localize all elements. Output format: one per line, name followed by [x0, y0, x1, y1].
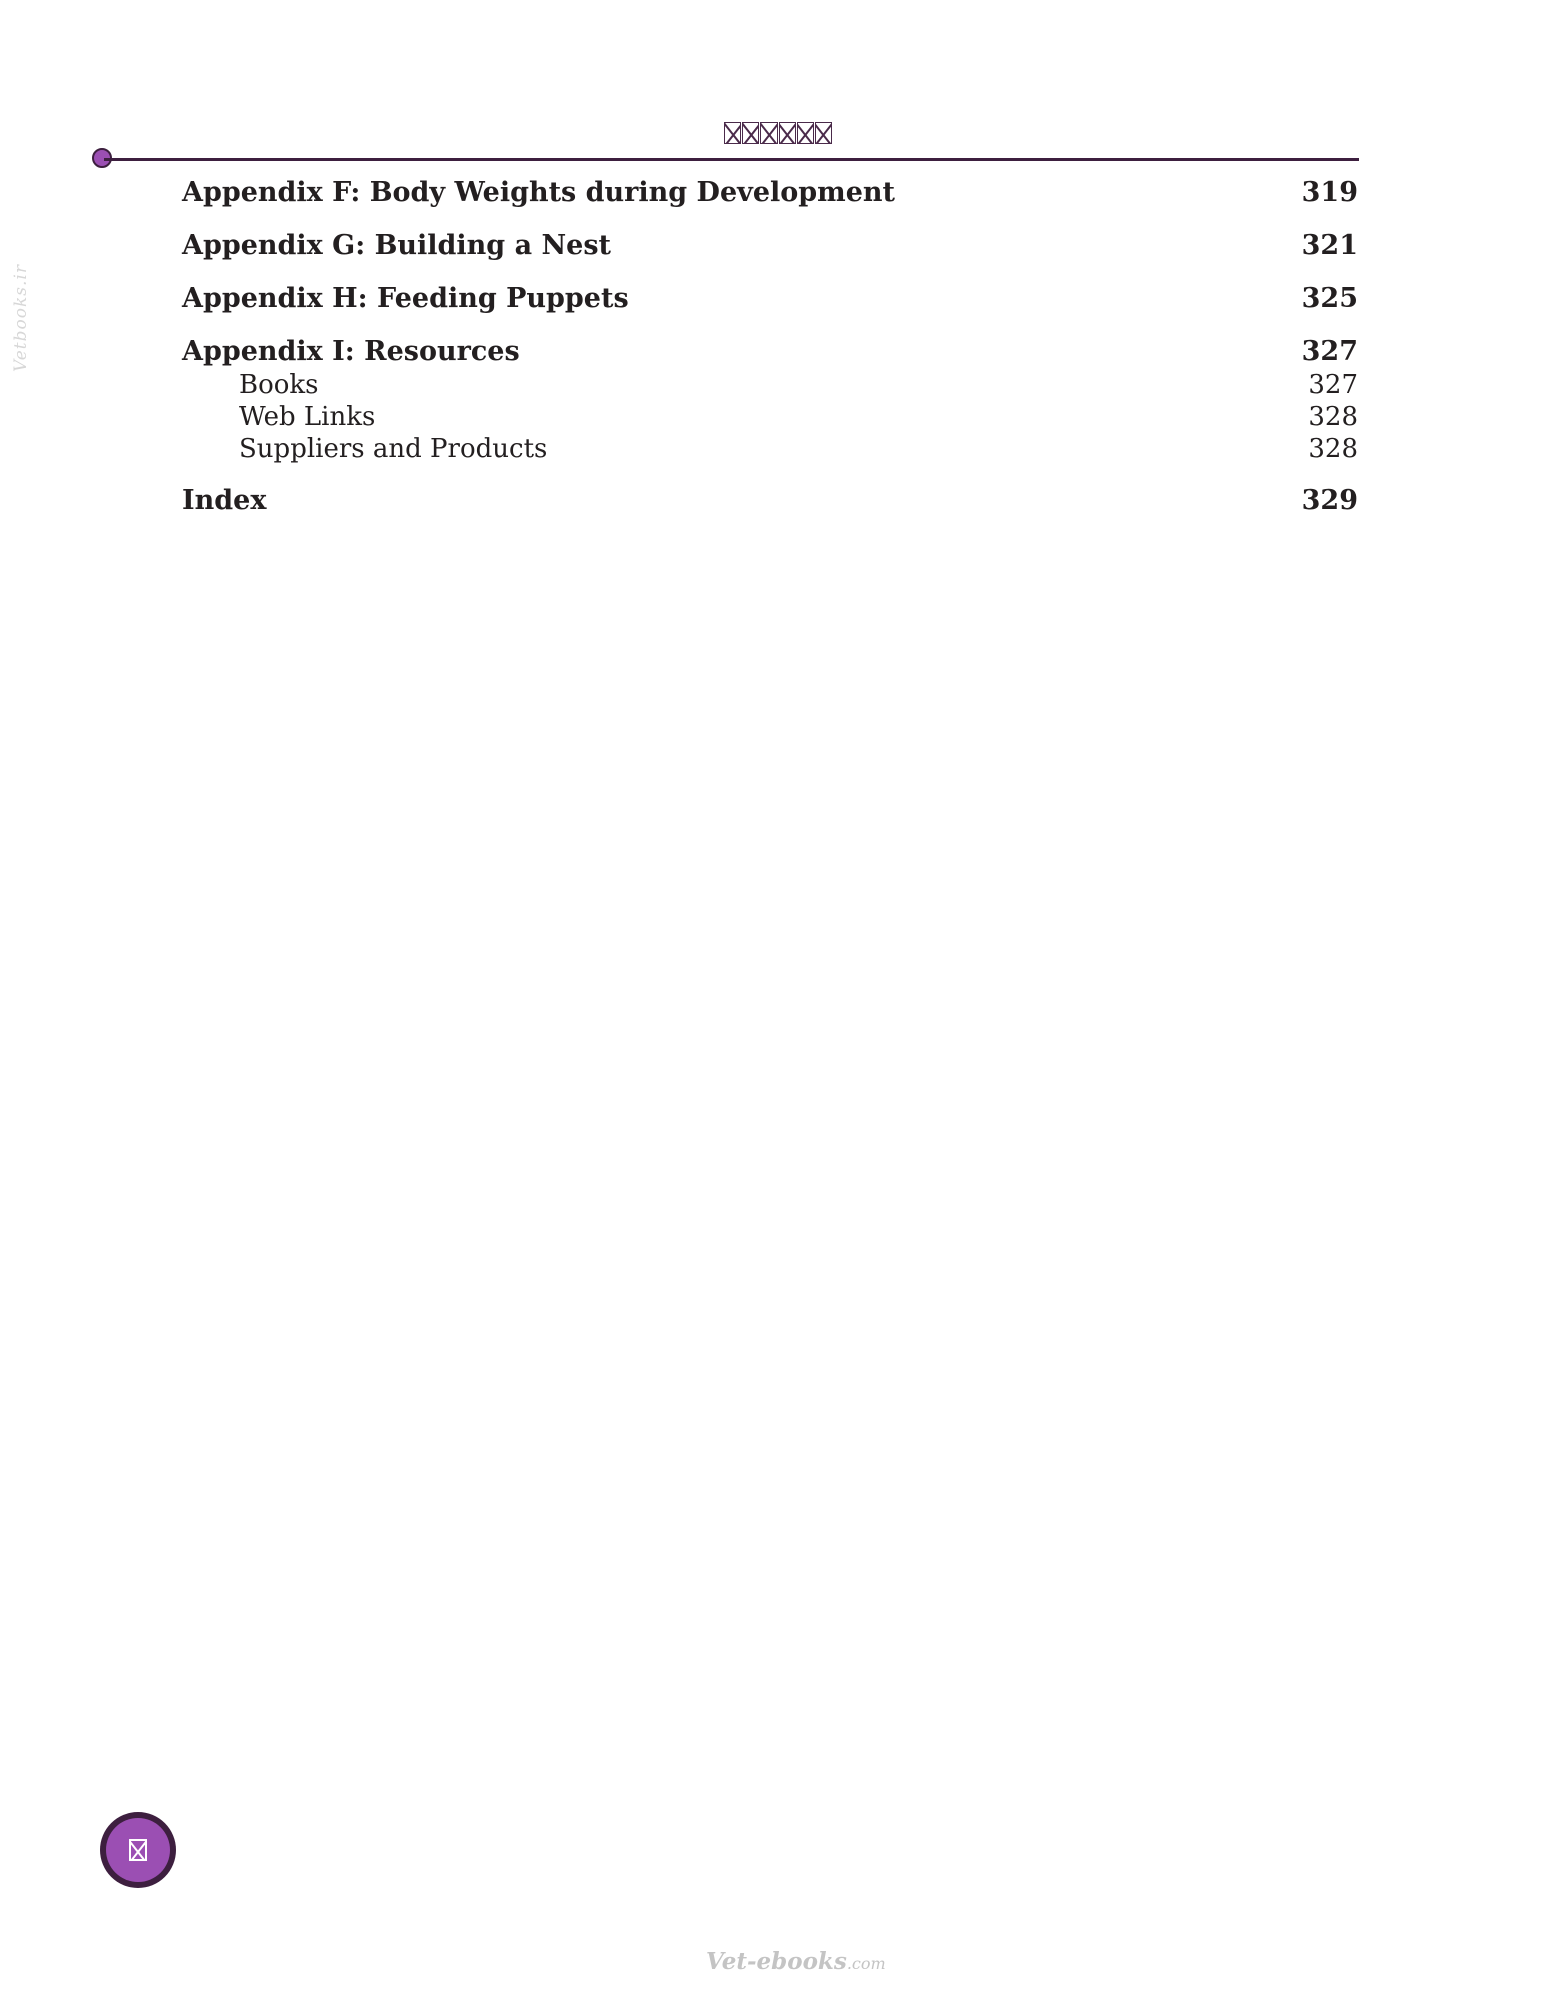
glyph-box-icon [779, 122, 796, 144]
side-watermark: Vetbooks.ir [11, 264, 31, 372]
glyph-box-icon [742, 122, 759, 144]
toc-entry-title: Appendix I: Resources [182, 336, 520, 367]
page-number-badge-inner [106, 1818, 170, 1882]
toc-entry[interactable] [182, 176, 1358, 210]
toc-subentry[interactable] [182, 369, 1358, 401]
glyph-box-icon [797, 122, 814, 144]
toc-subentry-page: 328 [1308, 434, 1358, 464]
toc-subentry-title: Web Links [239, 402, 376, 432]
running-header-glyphs-icon [724, 122, 832, 144]
toc-entry[interactable] [182, 282, 1358, 316]
toc-entry-page: 319 [1301, 177, 1358, 208]
toc-entry-title: Appendix F: Body Weights during Development [182, 177, 896, 208]
toc-subentry-title: Books [239, 370, 319, 400]
toc-entry-page: 325 [1301, 283, 1358, 314]
toc-subentry[interactable] [182, 401, 1358, 433]
toc-entry-title: Appendix H: Feeding Puppets [182, 283, 629, 314]
toc-subentry-page: 328 [1308, 402, 1358, 432]
toc-subentry-page: 327 [1308, 370, 1358, 400]
toc-subentry[interactable] [182, 433, 1358, 465]
table-of-contents [182, 176, 1358, 518]
header-rule [104, 158, 1359, 161]
page-number-badge [100, 1812, 176, 1888]
toc-entry-page: 321 [1301, 230, 1358, 261]
toc-entry-title: Appendix G: Building a Nest [182, 230, 612, 261]
glyph-box-icon [815, 122, 832, 144]
page-number-glyph-icon [129, 1839, 147, 1861]
toc-entry-page: 327 [1301, 336, 1358, 367]
footer-watermark-main: Vet-ebooks [706, 1948, 847, 1975]
toc-entry[interactable] [182, 484, 1358, 518]
toc-entry[interactable] [182, 335, 1358, 369]
toc-subentry-title: Suppliers and Products [239, 434, 548, 464]
footer-watermark [706, 1948, 886, 1975]
footer-watermark-domain: .com [846, 1954, 886, 1973]
glyph-box-icon [724, 122, 741, 144]
toc-entry[interactable] [182, 229, 1358, 263]
toc-entry-title: Index [182, 485, 267, 516]
glyph-box-icon [760, 122, 777, 144]
toc-entry-page: 329 [1301, 485, 1358, 516]
